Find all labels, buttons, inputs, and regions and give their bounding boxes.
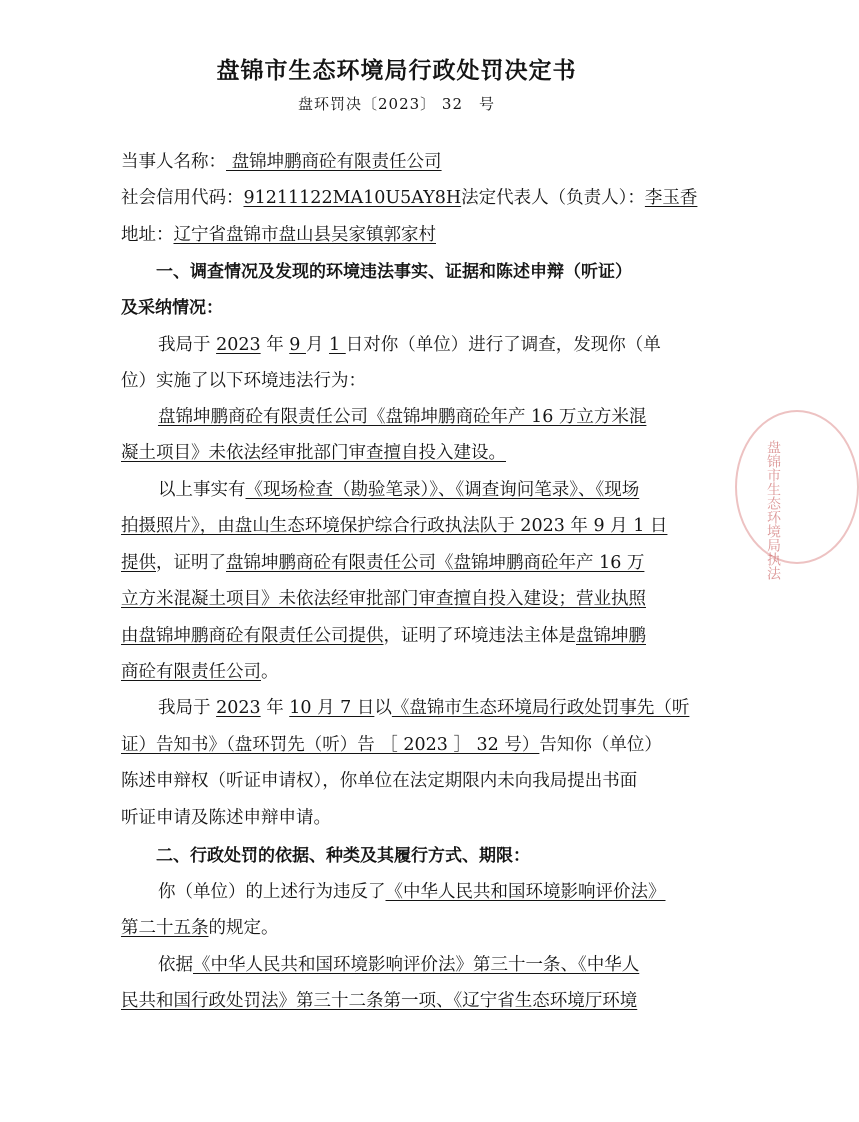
legal-basis-line2 xyxy=(121,917,673,939)
penalty-basis-line1 xyxy=(158,954,710,976)
section1-heading-line1: 一、调查情况及发现的环境违法事实、证据和陈述申辩（听证） xyxy=(156,262,632,282)
evidence-line3 xyxy=(121,552,673,574)
investigation-year: 2023 xyxy=(216,335,261,355)
violation-line2: 凝土项目》未依法经审批部门审查擅自投入建设。 xyxy=(121,443,506,463)
section1-heading-line2: 及采纳情况： xyxy=(121,298,223,318)
address-label: 地址： xyxy=(121,225,174,245)
text-run: 证）告知书》（盘环罚先（听）告 ［ 2023 ］ 32 号） xyxy=(121,735,540,755)
notice-line1 xyxy=(158,697,710,719)
evidence-list: 《现场检查（勘验笔录）》、《调查询问笔录》、《现场 xyxy=(245,480,640,500)
evidence-line1 xyxy=(158,479,710,501)
legal-rep-label: 法定代表人（负责人）： xyxy=(461,188,645,208)
party-name-label: 当事人名称： xyxy=(121,152,226,172)
document-title: 盘锦市生态环境局行政处罚决定书 xyxy=(216,58,577,84)
penalty-basis-line2: 民共和国行政处罚法》第三十二条第一项、《辽宁省生态环境厅环境 xyxy=(121,991,638,1011)
investigation-paragraph-line1 xyxy=(158,334,710,356)
text-run: 商砼有限责任公司 xyxy=(121,662,261,682)
party-name-value: 盘锦坤鹏商砼有限责任公司 xyxy=(226,152,442,172)
text-run: 年 xyxy=(260,335,290,355)
text-run: 日对你（单位）进行了调查，发现你（单 xyxy=(345,335,661,355)
evidence-line6 xyxy=(121,661,673,683)
notice-document: 《盘锦市生态环境局行政处罚事先（听 xyxy=(391,698,690,718)
address-line xyxy=(121,224,673,246)
text-run: 年 xyxy=(260,698,290,718)
law-article: 第二十五条 xyxy=(121,918,209,938)
text-run: 的规定。 xyxy=(208,918,279,938)
party-name-line xyxy=(121,151,673,173)
violation-line1: 盘锦坤鹏商砼有限责任公司《盘锦坤鹏商砼年产 16 万立方米混 xyxy=(158,407,647,427)
text-run: 《中华人民共和国环境影响评价法》第三十一条、《中华人 xyxy=(193,955,640,975)
text-run: 我局于 xyxy=(158,335,217,355)
text-run: 我局于 xyxy=(158,698,217,718)
text-run: 依据 xyxy=(158,955,193,975)
evidence-line5 xyxy=(121,625,673,647)
official-seal-text: 盘锦市生态环境局执法 xyxy=(765,440,781,580)
text-run: 盘锦坤鹏 xyxy=(576,626,646,646)
notice-date: 10 月 7 日 xyxy=(289,698,375,718)
legal-rep-value: 李玉香 xyxy=(644,188,698,208)
text-run: 提供 xyxy=(121,553,156,573)
evidence-line4: 立方米混凝土项目》未依法经审批部门审查擅自投入建设；营业执照 xyxy=(121,589,646,609)
notice-line3: 陈述申辩权（听证申请权），你单位在法定期限内未向我局提出书面 xyxy=(121,771,638,791)
credit-code-label: 社会信用代码： xyxy=(121,188,244,208)
text-run: 你（单位）的上述行为违反了 xyxy=(158,882,386,902)
credit-code-line xyxy=(121,187,698,209)
text-run: ，证明了环境违法主体是 xyxy=(383,626,576,646)
notice-line2 xyxy=(121,734,673,756)
credit-code-value: 91211122MA10U5AY8H xyxy=(243,188,462,208)
section2-heading: 二、行政处罚的依据、种类及其履行方式、期限： xyxy=(156,846,530,866)
text-run: 告知你（单位） xyxy=(539,735,662,755)
investigation-day: 1 xyxy=(329,335,346,355)
law-name: 《中华人民共和国环境影响评价法》 xyxy=(385,882,666,902)
investigation-month: 9 xyxy=(289,335,306,355)
text-run: 由盘锦坤鹏商砼有限责任公司提供 xyxy=(121,626,384,646)
text-run: 盘锦坤鹏商砼有限责任公司《盘锦坤鹏商砼年产 16 万 xyxy=(226,553,645,573)
address-value: 辽宁省盘锦市盘山县吴家镇郭家村 xyxy=(173,225,436,245)
text-run: 。 xyxy=(261,662,279,682)
text-run: 以上事实有 xyxy=(158,480,246,500)
notice-line4: 听证申请及陈述申辩申请。 xyxy=(121,808,331,828)
legal-basis-line1 xyxy=(158,881,710,903)
notice-year: 2023 xyxy=(216,698,261,718)
text-run: 以 xyxy=(374,698,392,718)
text-run: 月 xyxy=(305,335,330,355)
investigation-paragraph-line2: 位）实施了以下环境违法行为： xyxy=(121,371,366,391)
evidence-line2: 拍摄照片》，由盘山生态环境保护综合行政执法队于 2023 年 9 月 1 日 xyxy=(121,516,668,536)
text-run: ，证明了 xyxy=(156,553,226,573)
document-number: 盘环罚决〔2023〕 32 号 xyxy=(297,95,496,113)
